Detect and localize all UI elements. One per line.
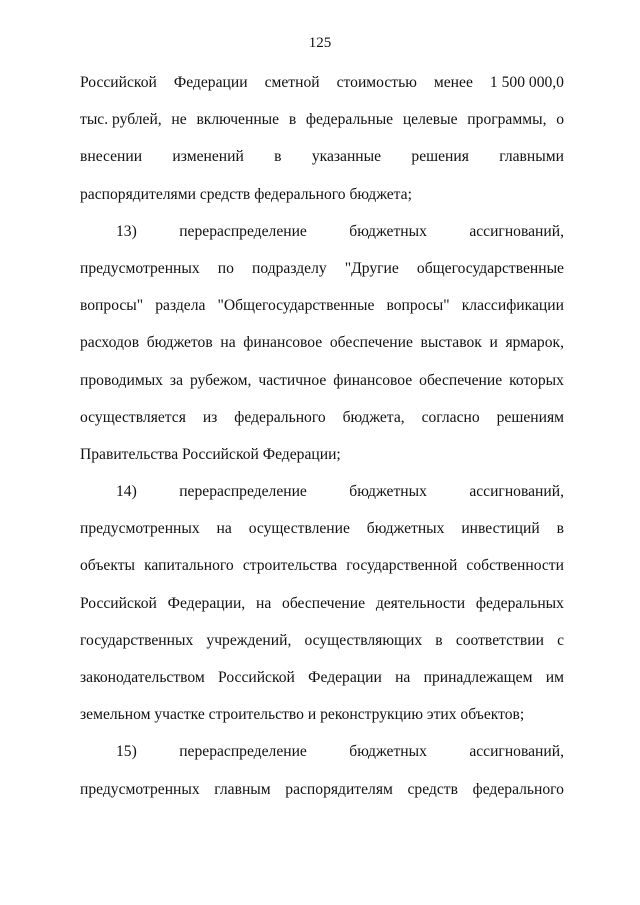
word: учреждений, bbox=[206, 631, 292, 649]
word: бюджетов bbox=[146, 334, 213, 352]
word: указанные bbox=[311, 148, 382, 166]
text-line bbox=[80, 176, 564, 213]
word: бюджетных bbox=[349, 743, 427, 761]
word: перераспределение bbox=[179, 222, 307, 240]
word: в bbox=[556, 520, 564, 538]
word: 1 500 000,0 bbox=[489, 74, 564, 91]
word: тыс. рублей, bbox=[80, 111, 162, 129]
word: федерального bbox=[472, 780, 564, 798]
word: в bbox=[288, 111, 297, 129]
word: включенные bbox=[196, 111, 280, 129]
text-line bbox=[80, 324, 564, 361]
word: внесении bbox=[80, 148, 143, 166]
word: земельном участке строительство и реконструкцию этих объектов; bbox=[80, 706, 525, 724]
word: 14) bbox=[116, 483, 137, 501]
text-line bbox=[80, 696, 564, 733]
word: "Общегосударственные bbox=[217, 297, 375, 315]
word: проводимых bbox=[80, 371, 163, 389]
word: стоимостью bbox=[336, 74, 417, 91]
word: Российской bbox=[80, 74, 157, 91]
text-line bbox=[80, 287, 564, 324]
word: перераспределение bbox=[179, 483, 307, 501]
word: решения bbox=[411, 148, 469, 166]
word: Федерации bbox=[173, 74, 248, 91]
word: на bbox=[220, 334, 236, 352]
word: обеспечение bbox=[329, 334, 413, 352]
word: на bbox=[216, 520, 232, 538]
word: в bbox=[435, 631, 443, 649]
word: частичное bbox=[258, 371, 327, 389]
word: изменений bbox=[172, 148, 244, 166]
word: о bbox=[556, 111, 564, 129]
word: главными bbox=[499, 148, 564, 166]
word: Российской bbox=[218, 669, 295, 686]
text-line bbox=[80, 733, 564, 770]
word: Федерации, bbox=[167, 594, 246, 612]
text-line bbox=[80, 510, 564, 547]
word: менее bbox=[433, 74, 473, 91]
word: программы, bbox=[467, 111, 547, 129]
word: осуществляется bbox=[80, 408, 186, 426]
word: вопросы" bbox=[80, 297, 144, 315]
word: на bbox=[395, 669, 411, 686]
text-line bbox=[80, 101, 564, 138]
text-line bbox=[80, 213, 564, 250]
word: федерального bbox=[234, 408, 326, 426]
text-line bbox=[80, 399, 564, 436]
word: финансовое bbox=[333, 371, 413, 389]
word: предусмотренных bbox=[80, 520, 200, 538]
word: им bbox=[545, 669, 564, 686]
word: и bbox=[489, 334, 498, 352]
word: сметной bbox=[264, 74, 320, 91]
text-line bbox=[80, 473, 564, 510]
word: за bbox=[169, 371, 183, 389]
word: классификации bbox=[461, 297, 564, 315]
word: перераспределение bbox=[179, 743, 307, 761]
word: предусмотренных bbox=[80, 780, 200, 798]
word: деятельности bbox=[375, 594, 466, 612]
word: принадлежащем bbox=[423, 669, 533, 686]
word: федеральных bbox=[475, 594, 564, 612]
word: соответствии bbox=[455, 631, 544, 649]
word: "Другие bbox=[344, 259, 399, 277]
word: рубежом, bbox=[189, 371, 252, 389]
word: ассигнований, bbox=[469, 222, 564, 240]
word: общегосударственные bbox=[416, 259, 564, 277]
word: средств bbox=[407, 780, 458, 798]
word: Российской bbox=[80, 594, 157, 612]
text-line bbox=[80, 585, 564, 622]
word: бюджетных bbox=[366, 520, 445, 538]
word: собственности bbox=[466, 557, 564, 575]
text-line bbox=[80, 547, 564, 584]
word: целевые bbox=[402, 111, 458, 129]
word: распорядителям bbox=[285, 780, 393, 798]
word: подразделу bbox=[252, 259, 327, 277]
word: бюджетных bbox=[349, 483, 427, 501]
word: обеспечение bbox=[419, 371, 503, 389]
word: федеральные bbox=[305, 111, 394, 129]
word: обеспечение bbox=[282, 594, 366, 612]
word: государственной bbox=[346, 557, 458, 575]
text-line bbox=[80, 250, 564, 287]
word: 15) bbox=[116, 743, 137, 761]
word: на bbox=[255, 594, 272, 612]
text-line bbox=[80, 622, 564, 659]
word: осуществление bbox=[248, 520, 350, 538]
word: с bbox=[557, 631, 564, 649]
text-line bbox=[80, 771, 564, 808]
document-body bbox=[80, 64, 564, 808]
word: не bbox=[171, 111, 187, 129]
word: раздела bbox=[155, 297, 206, 315]
text-line bbox=[80, 436, 564, 473]
word: ассигнований, bbox=[469, 743, 564, 761]
word: государственных bbox=[80, 631, 194, 649]
word: которых bbox=[509, 371, 564, 389]
word: бюджета, bbox=[342, 408, 405, 426]
text-line bbox=[80, 64, 564, 101]
word: законодательством bbox=[80, 669, 205, 686]
word: решениям bbox=[496, 408, 564, 426]
word: согласно bbox=[421, 408, 480, 426]
word: объекты bbox=[80, 557, 135, 575]
word: капитального bbox=[144, 557, 234, 575]
word: Федерации bbox=[308, 669, 382, 686]
word: 13) bbox=[116, 222, 137, 240]
word: осуществляющих bbox=[304, 631, 423, 649]
word: финансовое bbox=[243, 334, 323, 352]
word: расходов bbox=[80, 334, 140, 352]
text-line bbox=[80, 659, 564, 696]
word: из bbox=[202, 408, 218, 426]
word: распорядителями средств федерального бюджета; bbox=[80, 185, 412, 203]
word: ассигнований, bbox=[469, 483, 564, 501]
word: предусмотренных bbox=[80, 259, 200, 277]
word: строительства bbox=[242, 557, 338, 575]
word: Правительства Российской Федерации; bbox=[80, 445, 341, 463]
text-line bbox=[80, 362, 564, 399]
word: инвестиций bbox=[461, 520, 540, 538]
word: бюджетных bbox=[349, 222, 427, 240]
word: вопросы" bbox=[386, 297, 450, 315]
word: в bbox=[274, 148, 282, 166]
word: главным bbox=[214, 780, 271, 798]
page-number: 125 bbox=[308, 35, 332, 51]
word: по bbox=[217, 259, 234, 277]
text-line bbox=[80, 138, 564, 175]
word: выставок bbox=[420, 334, 482, 352]
word: ярмарок, bbox=[505, 334, 564, 352]
